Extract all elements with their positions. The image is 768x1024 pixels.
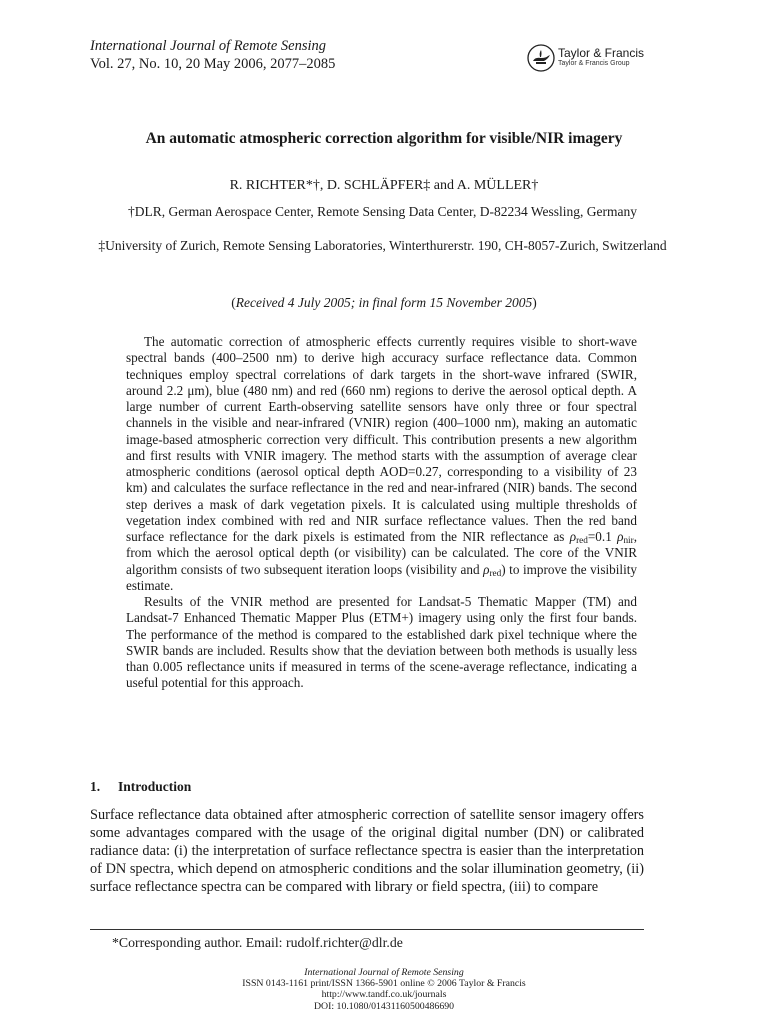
footer-issn: ISSN 0143-1161 print/ISSN 1366-5901 online © 2006 Taylor & Francis [242, 978, 526, 990]
received-close-paren: ) [532, 295, 537, 310]
affiliation-dlr: †DLR, German Aerospace Center, Remote Sensing Data Center, D-82234 Wessling, Germany [128, 204, 637, 219]
section-title: Introduction [118, 779, 192, 794]
rho-symbol: ρ [483, 561, 490, 577]
rho-subscript: red [576, 535, 588, 545]
received-open-paren: ( [231, 295, 236, 310]
footer-journal: International Journal of Remote Sensing [304, 967, 464, 978]
rho-subscript: nir [623, 535, 634, 545]
abstract [126, 334, 637, 692]
journal-volume: Vol. 27, No. 10, 20 May 2006, 2077–2085 [90, 56, 336, 72]
publisher-group: Taylor & Francis Group [558, 60, 630, 67]
received-text: Received 4 July 2005; in final form 15 November 2005 [235, 295, 533, 310]
section-heading-introduction [90, 779, 191, 795]
abstract-text: ) to improve the visibility estimate. [126, 561, 637, 593]
abstract-text: =0.1 [587, 529, 618, 544]
abstract-paragraph-1 [126, 334, 637, 594]
abstract-paragraph-2: Results of the VNIR method are presented for Landsat-5 Thematic Mapper (TM) and Landsat-7 Enhanced Thematic Mapper Plus (ETM+) imagery using only the first four bands. The performance of the method is compared to the established dark pixel technique where the SWIR bands are included. Results show that the deviation between both methods is usually less than 0.005 reflectance units if measured in terms of the scene-average reflectance, indicating a useful potential for this approach. [126, 594, 637, 691]
publisher-name: Taylor & Francis [558, 46, 645, 60]
rho-symbol: ρ [569, 529, 577, 544]
publisher-logo-block [527, 44, 667, 74]
corresponding-author-footnote: *Corresponding author. Email: rudolf.richter@dlr.de [112, 935, 403, 950]
section-number: 1. [90, 779, 101, 794]
abstract-text: , from which the aerosol optical depth (or visibility) can be calculated. The core of the VNIR algorithm consists of two subsequent iteration loops (visibility and [126, 529, 637, 577]
introduction-paragraph: Surface reflectance data obtained after atmospheric correction of satellite sensor imagery offers some advantages compared with the usage of the original digital number (DN) or calibrated radiance data: (i) the interpretation of surface reflectance spectra is easier than the interpretation of DN spectra, which depend on atmospheric conditions and the solar illumination geometry, (ii) surface reflectance spectra can be compared with library or field spectra, (iii) to compare [90, 807, 644, 895]
rho-subscript: red [489, 567, 502, 578]
article-title: An automatic atmospheric correction algorithm for visible/NIR imagery [145, 130, 623, 147]
footnote-divider [90, 929, 644, 930]
page-footer [0, 967, 768, 1012]
journal-header [90, 37, 335, 73]
oil-lamp-icon [527, 44, 555, 72]
abstract-text: The automatic correction of atmospheric effects currently requires visible to short-wave spectral bands (400–2500 nm) to derive high accuracy surface reflectance data. Common techniques employ spectral correlations of dark targets in the short-wave infrared (SWIR, around 2.2 μm), blue (480 nm) and red (660 nm) regions to derive the aerosol optical depth. A large number of current Earth-observing satellite sensors have only three or four spectral channels in the visible and near-infrared (VNIR) region (400–1000 nm), making an automatic image-based atmospheric correction very difficult. This contribution presents a new algorithm and first results with VNIR imagery. The method starts with the assumption of average clear atmospheric conditions (aerosol optical depth AOD=0.27, corresponding to a visibility of 23 km) and calculates the surface reflectance in the red and near-infrared (NIR) bands. The second step derives a mask of dark vegetation pixels. It is calculated using multiple thresholds of vegetation index combined with red and NIR surface reflectance values. Then the red band surface reflectance for the dark pixels is estimated from the NIR reflectance as [126, 334, 637, 544]
rho-symbol: ρ [617, 529, 624, 544]
affiliation-zurich: ‡University of Zurich, Remote Sensing Laboratories, Winterthurerstr. 190, CH-8057-Zurich, Switzerland [98, 238, 667, 253]
received-dates [0, 295, 768, 311]
journal-name: International Journal of Remote Sensing [90, 38, 326, 54]
author-list: R. RICHTER*†, D. SCHLÄPFER‡ and A. MÜLLER† [229, 178, 539, 193]
footer-doi: DOI: 10.1080/01431160500486690 [313, 1000, 455, 1012]
footer-url: http://www.tandf.co.uk/journals [321, 989, 447, 1001]
